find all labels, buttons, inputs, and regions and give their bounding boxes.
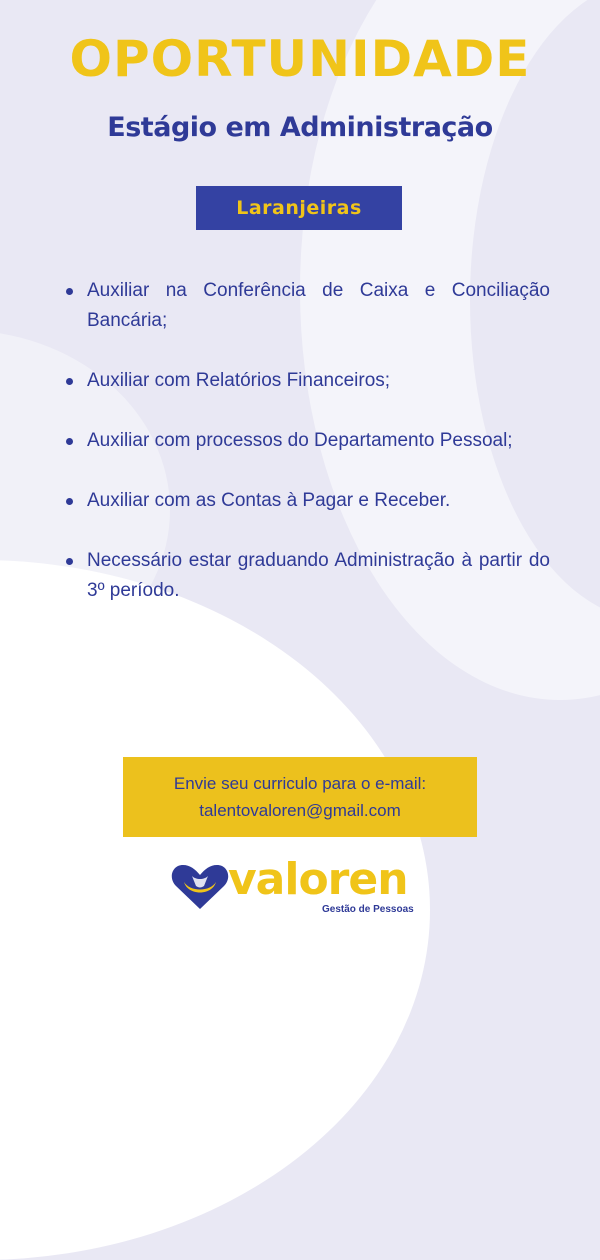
list-item bbox=[66, 366, 550, 396]
list-item bbox=[66, 426, 550, 456]
bullet-icon bbox=[66, 558, 73, 565]
requirement-text: Necessário estar graduando Administração à partir do 3º período. bbox=[87, 550, 550, 601]
requirement-text: Auxiliar na Conferência de Caixa e Conciliação Bancária; bbox=[87, 280, 550, 331]
bullet-icon bbox=[66, 378, 73, 385]
headline: OPORTUNIDADE bbox=[69, 30, 531, 88]
requirements-list bbox=[66, 276, 550, 636]
brand-name: valoren bbox=[228, 854, 408, 905]
contact-instruction: Envie seu curriculo para o e-mail: bbox=[173, 774, 427, 793]
brand-tagline: Gestão de Pessoas bbox=[322, 904, 414, 915]
list-item bbox=[66, 546, 550, 606]
location-badge bbox=[196, 186, 402, 230]
contact-email[interactable]: talentovaloren@gmail.com bbox=[199, 801, 401, 820]
heart-logo-icon bbox=[170, 862, 230, 912]
location-label: Laranjeiras bbox=[236, 197, 362, 219]
list-item bbox=[66, 276, 550, 336]
bullet-icon bbox=[66, 498, 73, 505]
job-title: Estágio em Administração bbox=[107, 112, 493, 143]
requirement-text: Auxiliar com as Contas à Pagar e Receber. bbox=[87, 490, 451, 511]
contact-box bbox=[123, 757, 477, 837]
requirement-text: Auxiliar com processos do Departamento Pessoal; bbox=[87, 430, 513, 451]
bullet-icon bbox=[66, 288, 73, 295]
bullet-icon bbox=[66, 438, 73, 445]
brand-logo bbox=[170, 854, 440, 918]
requirement-text: Auxiliar com Relatórios Financeiros; bbox=[87, 370, 391, 391]
list-item bbox=[66, 486, 550, 516]
